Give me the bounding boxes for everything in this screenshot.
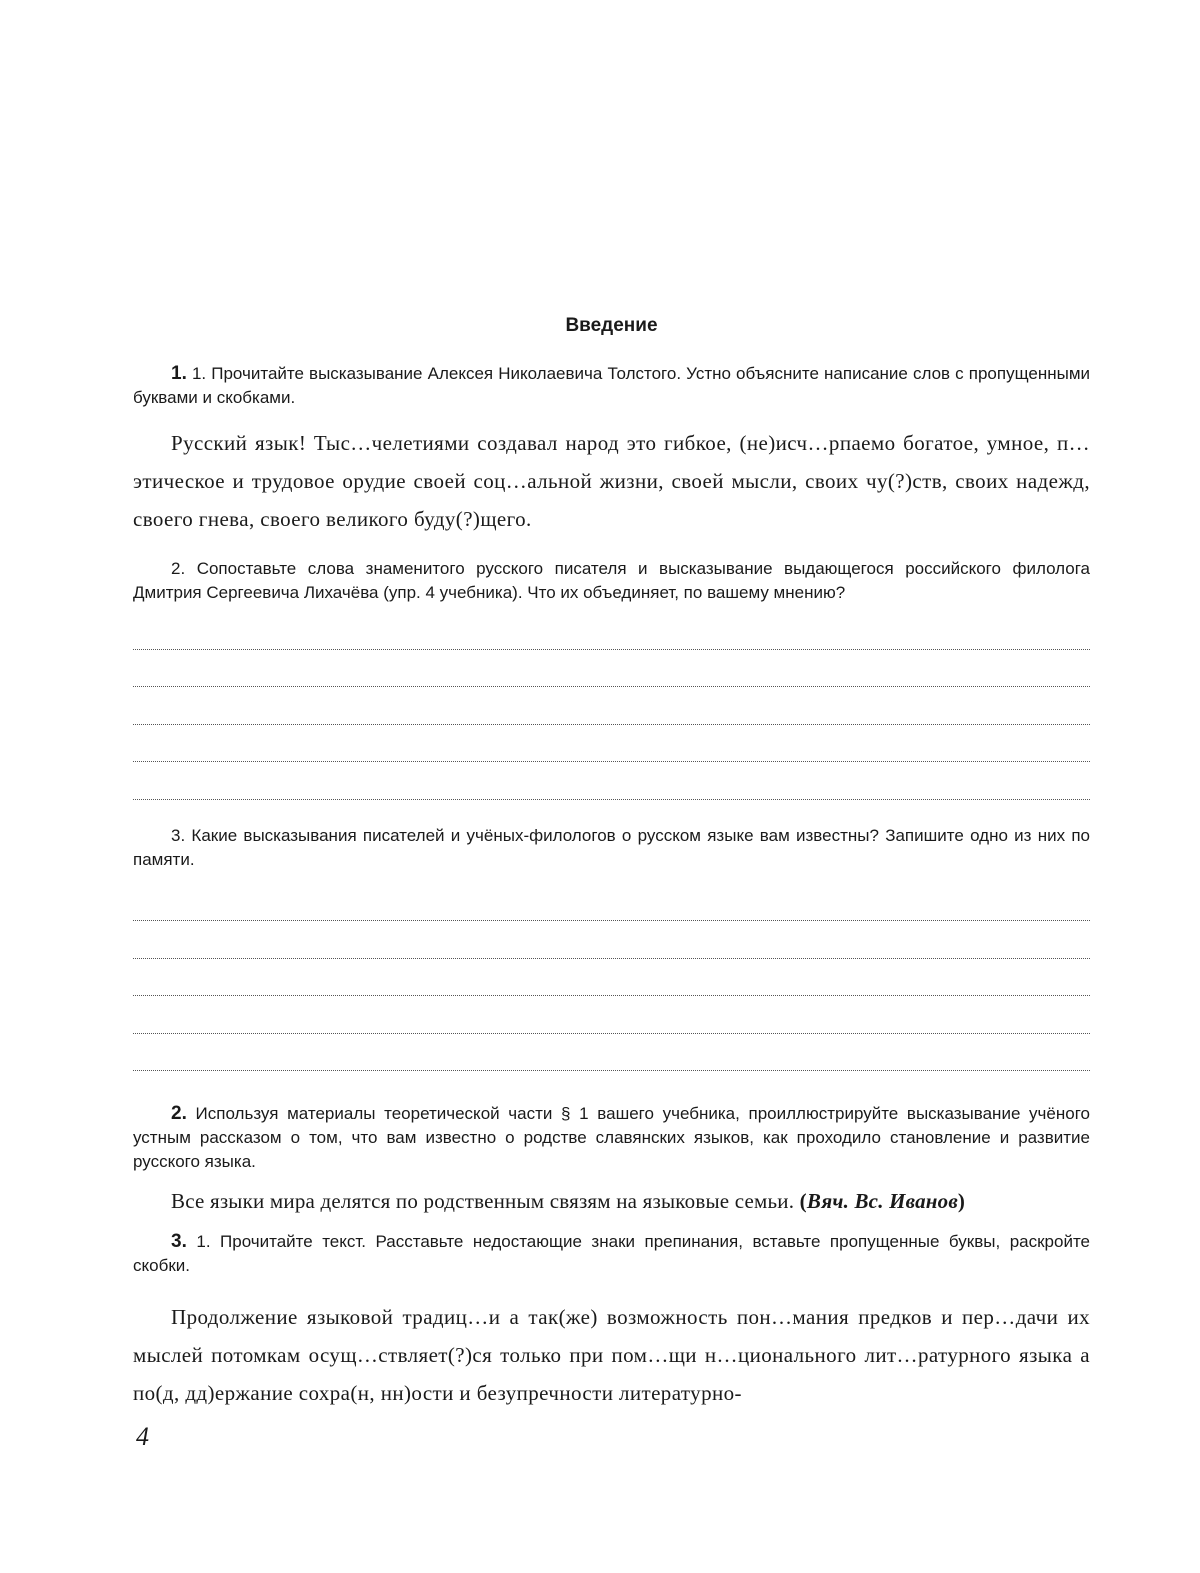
task-1-sub-3-text: 3. Какие высказывания писателей и учёных-филологов о русском языке вам известны? Запишите одно из них по памяти.	[133, 825, 1090, 869]
task-2-instruction	[133, 1102, 1090, 1174]
task-3-instruction	[133, 1230, 1090, 1278]
answer-line[interactable]	[133, 687, 1090, 725]
task-1-number: 1.	[171, 363, 187, 384]
answer-line[interactable]	[133, 725, 1090, 763]
task-2-number: 2.	[171, 1103, 187, 1124]
task-3-text: Продолжение языковой традиц…и а так(же) возможность пон…мания предков и пер…дачи их мыслей потомкам осущ…ствляет(?)ся только при пом…щи н…ционального лит…ратурного языка а по(д, дд)ержание сохра(н, нн)ости и безупречности литературно-	[133, 1305, 1090, 1405]
answer-line[interactable]	[133, 612, 1090, 650]
answer-line[interactable]	[133, 762, 1090, 800]
quote-author: Вяч. Вс. Иванов	[806, 1189, 958, 1213]
answer-lines-1[interactable]	[133, 612, 1090, 800]
answer-line[interactable]	[133, 996, 1090, 1034]
quote-paren-open: (	[799, 1189, 807, 1213]
answer-line[interactable]	[133, 650, 1090, 688]
task-2-text: Используя материалы теоретической части § 1 вашего учебника, проиллюстрируйте высказывание учёного устным рассказом о том, что вам известно о родстве славянских языков, как проходило становление и развитие русского языка.	[133, 1104, 1090, 1171]
task-1-sub-1-text: 1. Прочитайте высказывание Алексея Николаевича Толстого. Устно объясните написание слов с пропущенными буквами и скобками.	[133, 364, 1091, 407]
answer-lines-2[interactable]	[133, 884, 1090, 1072]
workbook-page	[133, 312, 1090, 1412]
answer-line[interactable]	[133, 921, 1090, 959]
answer-line[interactable]	[133, 959, 1090, 997]
task-3-number: 3.	[171, 1231, 187, 1252]
task-1-instruction	[133, 362, 1090, 410]
ivanov-quote-text: Все языки мира делятся по родственным связям на языковые семьи.	[171, 1189, 795, 1213]
section-title: Введение	[565, 315, 658, 336]
task-3-sub-1-text: 1. Прочитайте текст. Расставьте недостающие знаки препинания, вставьте пропущенные буквы, раскройте скобки.	[133, 1232, 1090, 1275]
answer-line[interactable]	[133, 884, 1090, 922]
quote-paren-close: )	[957, 1189, 966, 1213]
page-number: 4	[136, 1422, 149, 1451]
answer-line[interactable]	[133, 1034, 1090, 1072]
tolstoy-quote: Русский язык! Тыс…челетиями создавал народ это гибкое, (не)исч…рпаемо богатое, умное, п…этическое и трудовое орудие своей соц…альной жизни, своей мысли, своих чу(?)ств, своих надежд, своего гнева, своего великого буду(?)щего.	[133, 431, 1090, 531]
task-1-sub-2-text: 2. Сопоставьте слова знаменитого русского писателя и высказывание выдающегося российского филолога Дмитрия Сергеевича Лихачёва (упр. 4 учебника). Что их объединяет, по вашему мнению?	[133, 559, 1090, 602]
ivanov-quote	[133, 1186, 1090, 1216]
